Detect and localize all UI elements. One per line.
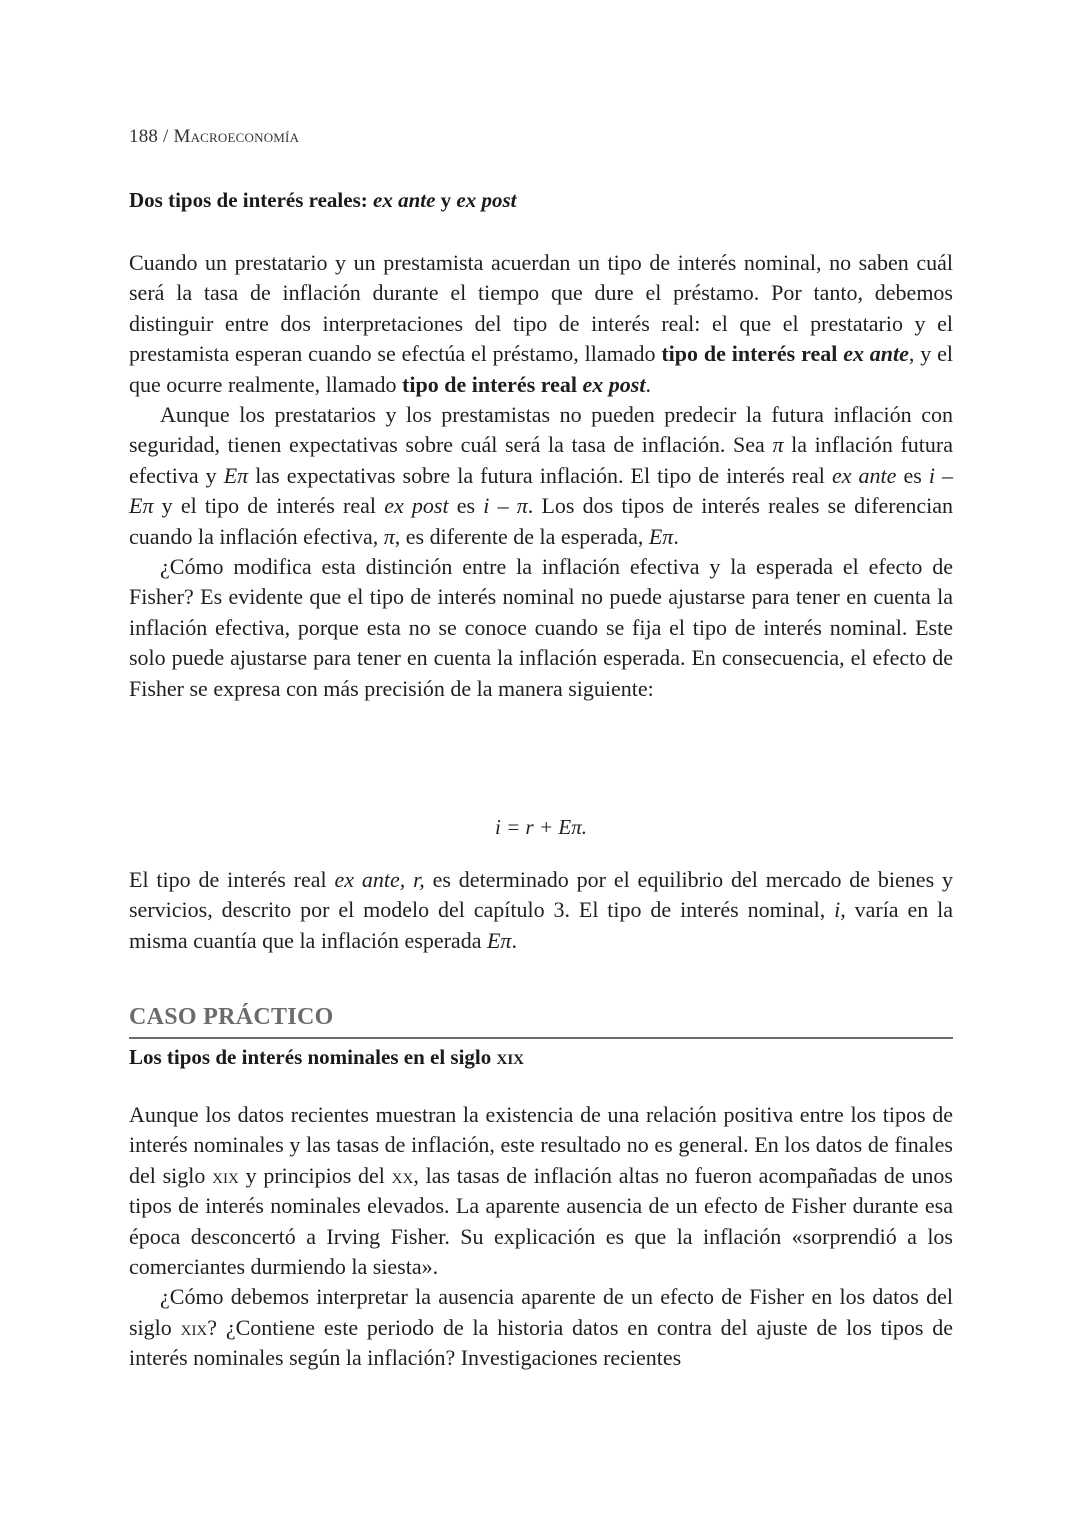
paragraph-3: ¿Cómo modifica esta distinción entre la inflación efectiva y la esperada el efecto de Fisher? Es evidente que el tipo de interés nominal no puede ajustarse para tener en cuenta la inflación efectiva, porque esta no se conoce cuando se fija el tipo de interés nominal. Este solo puede ajustarse para tener en cuenta la inflación esperada. En consecuencia, el efecto de Fisher se expresa con más precisión de la manera siguiente:	[129, 554, 953, 701]
running-header	[129, 126, 299, 148]
header-separator: /	[158, 126, 174, 147]
paragraph-2: Aunque los prestatarios y los prestamistas no pueden predecir la futura inflación con seguridad, tienen expectativas sobre cuál será la tasa de inflación. Sea π la inflación futura efectiva y Eπ las expectativas sobre la futura inflación. El tipo de interés real ex ante es i – Eπ y el tipo de interés real ex post es i – π. Los dos tipos de interés reales se diferencian cuando la inflación efectiva, π, es diferente de la esperada, Eπ.	[129, 402, 954, 549]
case-paragraph-2: ¿Cómo debemos interpretar la ausencia aparente de un efecto de Fisher en los datos del siglo xix? ¿Contiene este periodo de la historia datos en contra del ajuste de los tipos de interés nominales según la inflación? Investigaciones recientes	[129, 1284, 953, 1371]
fisher-equation: i = r + Eπ.	[495, 815, 587, 839]
case-study-rule	[129, 1037, 953, 1039]
page-number: 188	[129, 126, 159, 147]
case-study-body	[129, 1100, 953, 1374]
case-paragraph-1: Aunque los datos recientes muestran la existencia de una relación positiva entre los tipos de interés nominales y las tasas de inflación, este resultado no es general. En los datos de finales del siglo xix y principios del xx, las tasas de inflación altas no fueron acompañadas de unos tipos de interés nominales elevados. La aparente ausencia de un efecto de Fisher durante esa época desconcertó a Irving Fisher. Su explicación es que la inflación «sorprendió a los comerciantes durmiendo la siesta».	[129, 1102, 953, 1280]
section-heading: Dos tipos de interés reales: ex ante y ex post	[129, 188, 517, 212]
section-body	[129, 248, 953, 704]
case-study-heading: Los tipos de interés nominales en el siglo xix	[129, 1045, 525, 1069]
paragraph-4: El tipo de interés real ex ante, r, es determinado por el equilibrio del mercado de bienes y servicios, descrito por el modelo del capítulo 3. El tipo de interés nominal, i, varía en la misma cuantía que la inflación esperada Eπ.	[129, 867, 954, 953]
paragraph-1: Cuando un prestatario y un prestamista acuerdan un tipo de interés nominal, no saben cuál será la tasa de inflación durante el tiempo que dure el préstamo. Por tanto, debemos distinguir entre dos interpretaciones del tipo de interés real: el que el prestatario y el prestamista esperan cuando se efectúa el préstamo, llamado tipo de interés real ex ante, y el que ocurre realmente, llamado tipo de interés real ex post.	[129, 250, 953, 397]
case-study-label: CASO PRÁCTICO	[129, 1004, 334, 1030]
book-title: Macroeconomía	[173, 126, 300, 147]
